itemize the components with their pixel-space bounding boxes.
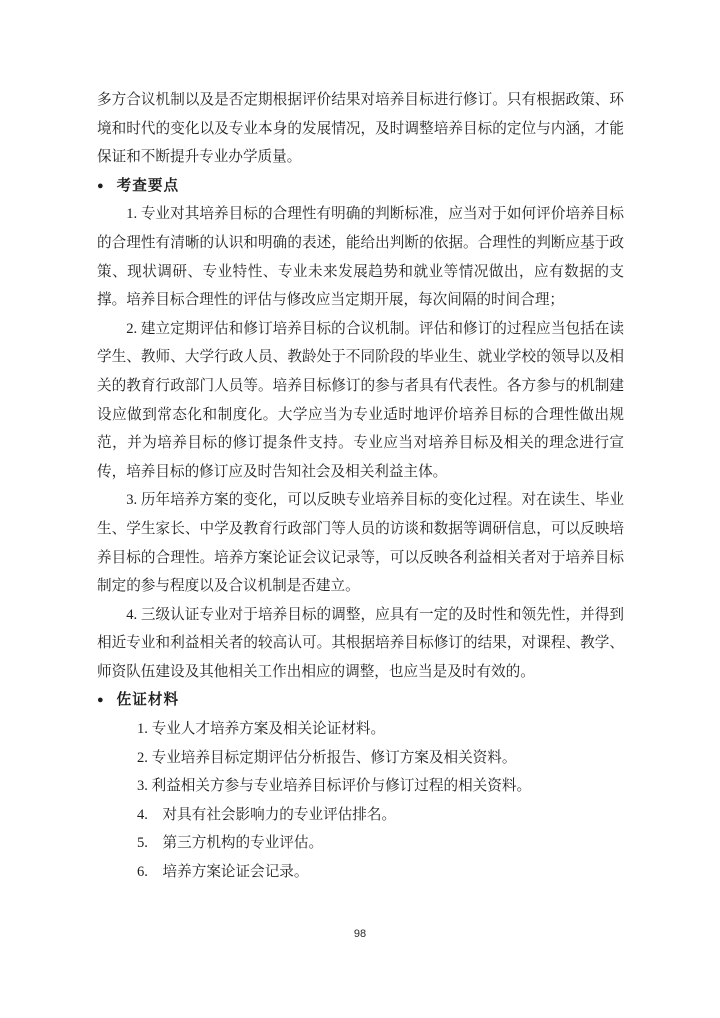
bullet-icon: ●: [97, 694, 104, 707]
paragraph-examine-1: 1. 专业对其培养目标的合理性有明确的判断标准，应当对于如何评价培养目标的合理性有清晰的认识和明确的表述，能给出判断的依据。合理性的判断应基于政策、现状调研、专业特性、专业未来发展趋势和就业等情况做出，应有数据的支撑。培养目标合理性的评估与修改应当定期开展，每次间隔的时间合理；: [97, 206, 624, 309]
bullet-icon: ●: [97, 179, 104, 192]
paragraph-examine-3: 3. 历年培养方案的变化，可以反映专业培养目标的变化过程。对在读生、毕业生、学生家长、中学及教育行政部门等人员的访谈和数据等调研信息，可以反映培养目标的合理性。培养方案论证会议记录等，可以反映各利益相关者对于培养目标制定的参与程度以及合议机制是否建立。: [97, 492, 624, 595]
section-heading-examine-points: [97, 172, 624, 201]
list-item: 3. 利益相关方参与专业培养目标评价与修订过程的相关资料。: [137, 778, 532, 795]
paragraph-examine-4: 4. 三级认证专业对于培养目标的调整，应具有一定的及时性和领先性，并得到相近专业和利益相关者的较高认可。其根据培养目标修订的结果，对课程、教学、师资队伍建设及其他相关工作出相应的调整，也应当是及时有效的。: [97, 606, 624, 680]
section-heading-label: 考查要点: [116, 177, 180, 194]
page-body: [97, 86, 624, 887]
list-item: 2. 专业培养目标定期评估分析报告、修订方案及相关资料。: [137, 749, 517, 766]
intro-paragraph: 多方合议机制以及是否定期根据评价结果对培养目标进行修订。只有根据政策、环境和时代的变化以及专业本身的发展情况，及时调整培养目标的定位与内涵，才能保证和不断提升专业办学质量。: [97, 92, 624, 166]
section-heading-label: 佐证材料: [116, 692, 180, 709]
evidence-list: [97, 715, 624, 887]
list-item: 6. 培养方案论证会记录。: [137, 864, 309, 881]
list-item: 4. 对具有社会影响力的专业评估排名。: [137, 806, 397, 823]
section-heading-supporting-materials: [97, 686, 624, 715]
paragraph-examine-2: 2. 建立定期评估和修订培养目标的合议机制。评估和修订的过程应当包括在读学生、教师、大学行政人员、教龄处于不同阶段的毕业生、就业学校的领导以及相关的教育行政部门人员等。培养目标修订的参与者具有代表性。各方参与的机制建设应做到常态化和制度化。大学应当为专业适时地评价培养目标的合理性做出规范，并为培养目标的修订提条件支持。专业应当对培养目标及相关的理念进行宣传，培养目标的修订应及时告知社会及相关利益主体。: [97, 320, 624, 480]
list-item: 1. 专业人才培养方案及相关论证材料。: [137, 721, 386, 738]
page-number: 98: [353, 928, 367, 940]
list-item: 5. 第三方机构的专业评估。: [137, 835, 324, 852]
